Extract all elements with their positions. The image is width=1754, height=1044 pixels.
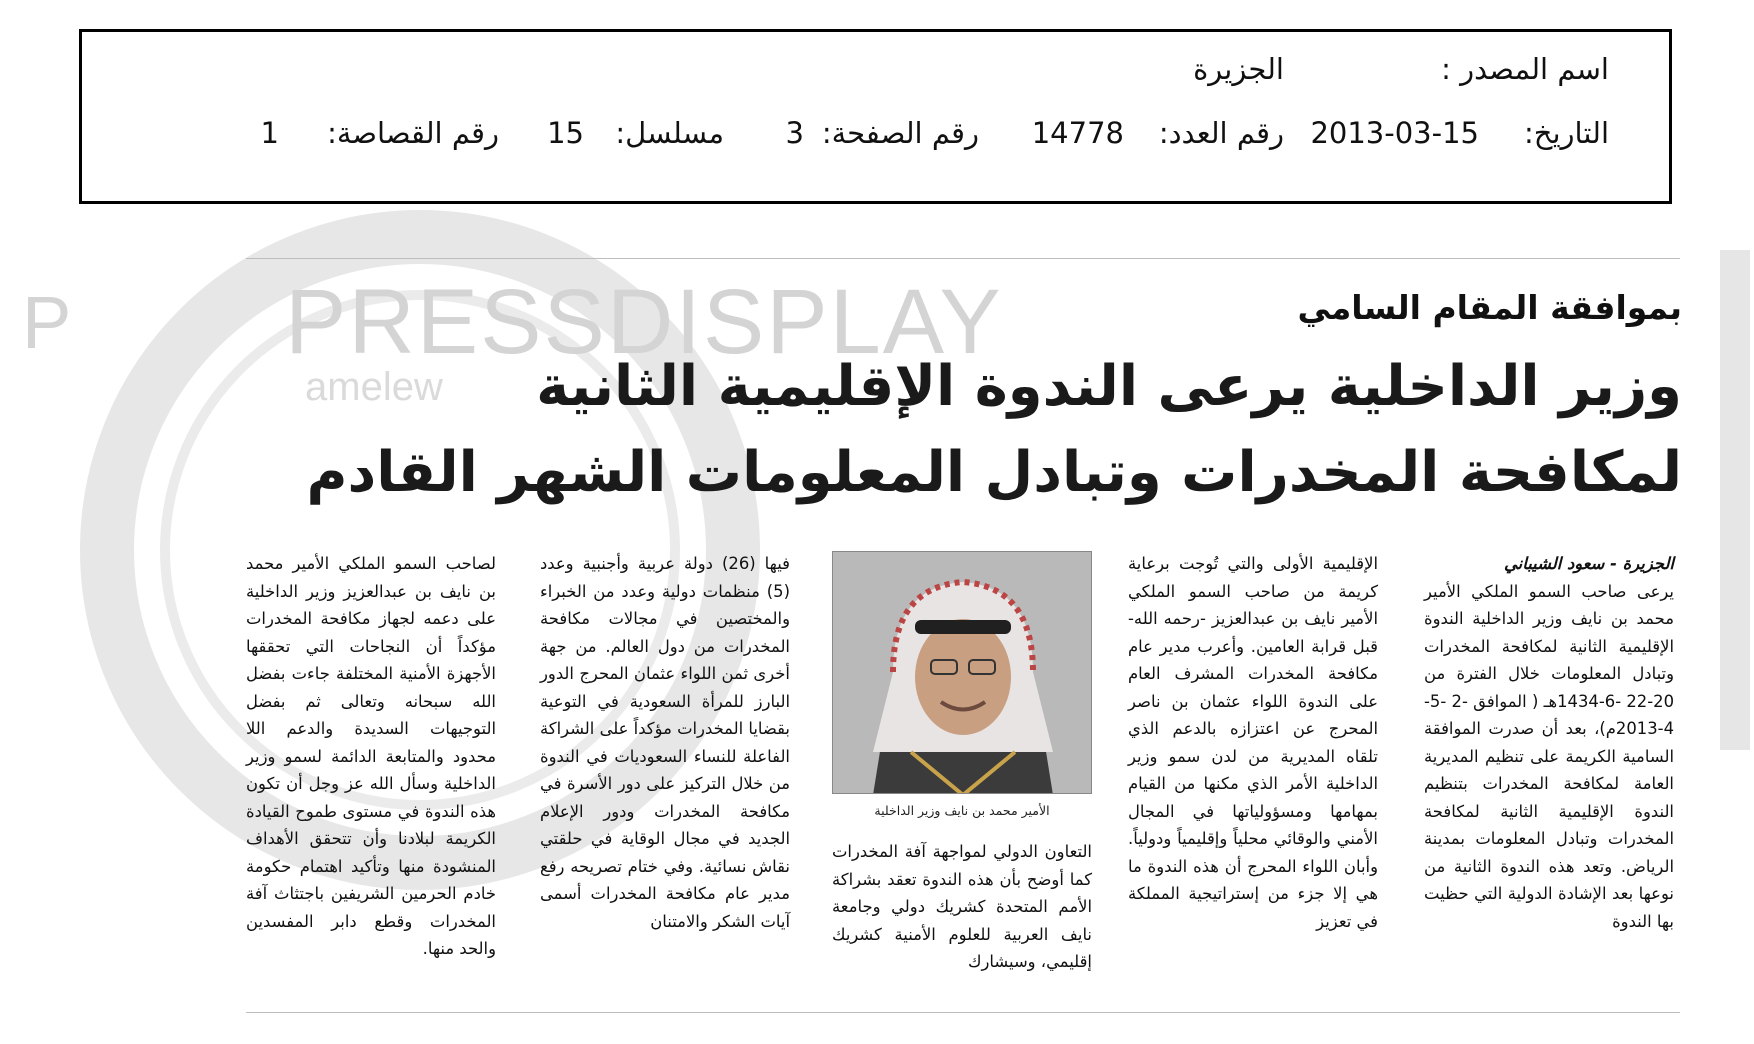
clip-number-label: رقم القصاصة: [327,116,499,150]
clip-number-value: 1 [260,116,279,150]
article-kicker: بموافقة المقام السامي [1297,288,1682,327]
page-value: 3 [785,116,804,150]
headline-line-2: لمكافحة المخدرات وتبادل المعلومات الشهر القادم [306,440,1682,505]
clip-metadata-box [79,29,1672,204]
watermark-sub: amelew [305,365,443,409]
column-2-text: الإقليمية الأولى والتي تُوجت برعاية كريمة من صاحب السمو الملكي الأمير نايف بن عبدالعزيز -رحمه الله- قبل قرابة العامين. وأعرب مدير عام مكافحة المخدرات المشرف العام على الندوة اللواء عثمان بن ناصر المحرج عن اعتزازه بالدعم الذي تلقاه المديرية من لدن سمو وزير الداخلية الأمر الذي مكنها من القيام بمهامها ومسؤولياتها في المجال الأمني والوقائي محلياً وإقليمياً ودولياً. وأبان اللواء المحرج أن هذه الندوة ما هي إلا جزء من إستراتيجية المملكة في تعزيز [1128,554,1378,931]
serial-value: 15 [547,116,584,150]
column-5-text: لصاحب السمو الملكي الأمير محمد بن نايف بن عبدالعزيز وزير الداخلية على دعمه لجهاز مكافحة المخدرات مؤكداً أن النجاحات التي تحققها الأجهزة الأمنية المختلفة جاءت بفضل الله سبحانه وتعالى ثم بفضل التوجيهات السديدة والدعم اللا محدود والمتابعة الدائمة لسمو وزير الداخلية وسأل الله عز وجل أن تكون هذه الندوة في مستوى طموح القيادة الكريمة لبلادنا وأن تتحقق الأهداف المنشودة منها وتأكيد اهتمام حكومة خادم الحرمين الشريفين باجتثاث آفة المخدرات وقطع دابر المفسدين والحد منها. [246,554,496,958]
issue-label: رقم العدد: [1158,116,1284,150]
watermark-left-fragment: P [22,281,72,364]
headline-line-1: وزير الداخلية يرعى الندوة الإقليمية الثانية [536,354,1682,419]
article-column-3 [832,838,1092,976]
article-column-5 [246,550,496,963]
portrait-photo [832,551,1092,794]
watermark-seal-edge [1720,250,1754,750]
top-rule [246,258,1680,259]
column-4-text: فيها (26) دولة عربية وأجنبية وعدد (5) منظمات دولية وعدد من الخبراء والمختصين في مجالات مكافحة المخدرات من دول العالم. من جهة أخرى ثمن اللواء عثمان المحرج الدور البارز للمرأة السعودية في التوعية بقضايا المخدرات مؤكداً على الشراكة الفاعلة للنساء السعوديات في الندوة من خلال التركيز على دور الأسرة في مكافحة المخدرات ودور الإعلام الجديد في مجال الوقاية في حلقتي نقاش نسائية. وفي ختام تصريحه رفع مدير عام مكافحة المخدرات أسمى آيات الشكر والامتنان [540,554,790,931]
article-column-1 [1424,550,1674,935]
column-3-text: التعاون الدولي لمواجهة آفة المخدرات كما أوضح بأن هذه الندوة تعقد بشراكة الأمم المتحدة كشريك دولي وجامعة نايف العربية للعلوم الأمنية كشريك إقليمي، وسيشارك [832,842,1092,971]
portrait-illustration [833,552,1092,794]
page-label: رقم الصفحة: [821,116,979,150]
column-1-text: يرعى صاحب السمو الملكي الأمير محمد بن نايف وزير الداخلية الندوة الإقليمية الثانية لمكافحة المخدرات وتبادل المعلومات خلال الفترة من 20-22 -6-1434هـ ( الموافق -2 -5-4-2013م)، بعد أن صدرت الموافقة السامية الكريمة على تنظيم المديرية العامة لمكافحة المخدرات بتنظيم الندوة الإقليمية الثانية لمكافحة المخدرات وتبادل المعلومات بمدينة الرياض. وتعد هذه الندوة الثانية من نوعها بعد الإشادة الدولية التي حظيت بها الندوة [1424,581,1675,931]
source-value: الجزيرة [1193,52,1284,86]
date-label: التاريخ: [1523,116,1609,150]
photo-caption: الأمير محمد بن نايف وزير الداخلية [874,803,1050,818]
watermark-brand: PRESSDISPLAY [285,271,1003,373]
bottom-rule [246,1012,1680,1013]
issue-value: 14778 [1031,116,1124,150]
source-label: اسم المصدر : [1441,52,1609,86]
article-column-4 [540,550,790,935]
date-value: 2013-03-15 [1310,116,1479,150]
article-column-2 [1128,550,1378,935]
serial-label: مسلسل: [615,116,724,150]
byline: الجزيرة - سعود الشيباني [1504,554,1674,573]
